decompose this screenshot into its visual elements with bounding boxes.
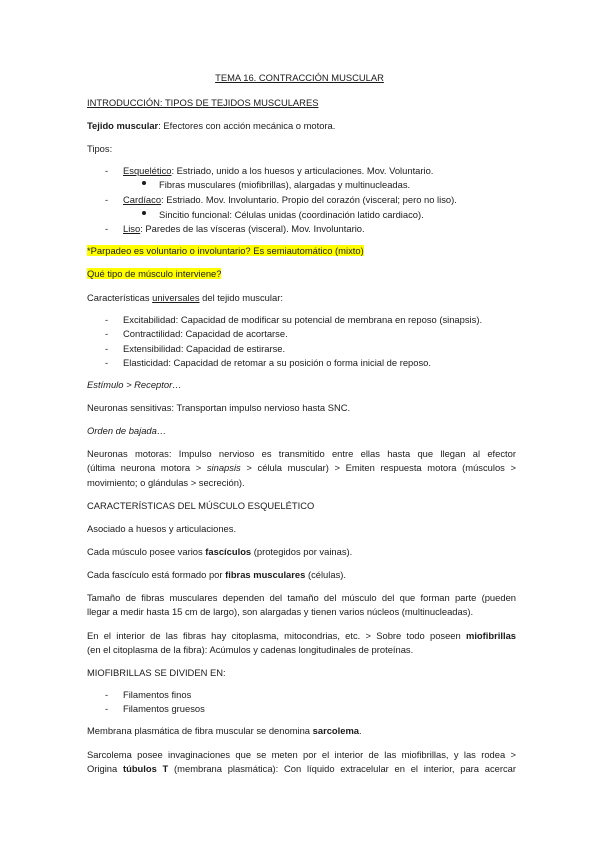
property-item: Elasticidad: Capacidad de retomar a su posición o forma inicial de reposo. — [123, 357, 431, 368]
motoras-line-1: Neuronas motoras: Impulso nervioso es transmitido entre ellas hasta que llegan al efector — [87, 448, 516, 459]
tejido-line — [87, 120, 335, 132]
list-item — [123, 165, 433, 177]
sub-item: Fibras musculares (miofibrillas), alargadas y multinucleadas. — [159, 179, 411, 190]
type-term: Liso — [123, 223, 141, 234]
cada-musculo-line: Cada músculo posee varios fascículos (protegidos por vainas). — [87, 546, 353, 557]
property-item: Contractilidad: Capacidad de acortarse. — [123, 328, 288, 339]
cada-fasciculo-line: Cada fascículo está formado por fibras musculares (células). — [87, 569, 346, 580]
tipos-label: Tipos: — [87, 143, 113, 154]
section-heading: MIOFIBRILLAS SE DIVIDEN EN: — [87, 667, 226, 678]
list-dash: - — [105, 343, 109, 354]
list-dash: - — [105, 165, 109, 176]
list-dash: - — [105, 328, 109, 339]
highlight-question-1: *Parpadeo es voluntario o involuntario? Es semiautomático (mixto) — [87, 245, 364, 256]
tejido-term: Tejido muscular — [87, 120, 159, 131]
list-dash: - — [105, 689, 109, 700]
sarcolema-line-2: Origina túbulos T (membrana plasmática): Con líquido extracelular en el interior, para acercar — [87, 763, 516, 774]
sensitivas-line: Neuronas sensitivas: Transportan impulso nervioso hasta SNC. — [87, 402, 351, 413]
interior-line-2: (en el citoplasma de la fibra): Acúmulos y cadenas longitudinales de proteínas. — [87, 644, 414, 655]
list-dash: - — [105, 194, 109, 205]
list-dash: - — [105, 223, 109, 234]
list-item — [123, 223, 365, 235]
filamento-item: Filamentos gruesos — [123, 703, 205, 714]
motoras-line-2: (última neurona motora > sinapsis > célula muscular) > Emiten respuesta motora (músculos > — [87, 462, 516, 473]
list-dash: - — [105, 314, 109, 325]
caracteristicas-line: Características universales del tejido muscular: — [87, 292, 283, 303]
list-dash: - — [105, 357, 109, 368]
motoras-line-3: movimiento; o glándulas > secreción). — [87, 477, 245, 488]
type-term: Esquelético — [123, 165, 172, 176]
estimulo-note: Estímulo > Receptor… — [87, 379, 182, 390]
type-rest: : Paredes de las vísceras (visceral). Mov. Involuntario. — [140, 223, 365, 234]
interior-line-1: En el interior de las fibras hay citoplasma, mitocondrias, etc. > Sobre todo poseen miofibrillas — [87, 630, 516, 641]
type-term: Cardíaco — [123, 194, 162, 205]
sub-item: Sincitio funcional: Células unidas (coordinación latido cardiaco). — [159, 209, 424, 220]
asociado-line: Asociado a huesos y articulaciones. — [87, 523, 237, 534]
membrana-line: Membrana plasmática de fibra muscular se denomina sarcolema. — [87, 725, 362, 736]
tejido-rest: : Efectores con acción mecánica o motora. — [158, 120, 336, 131]
intro-heading: INTRODUCCIÓN: TIPOS DE TEJIDOS MUSCULARES — [87, 97, 319, 108]
orden-note: Orden de bajada… — [87, 425, 167, 436]
property-item: Excitabilidad: Capacidad de modificar su potencial de membrana en reposo (sinapsis). — [123, 314, 483, 325]
list-item — [123, 194, 457, 206]
section-heading: CARACTERÍSTICAS DEL MÚSCULO ESQUELÉTICO — [87, 500, 315, 511]
highlight-question-2: Qué tipo de músculo interviene? — [87, 268, 222, 279]
tamano-line-2: llegar a medir hasta 15 cm de largo), son alargadas y tienen varios núcleos (multinucleadas). — [87, 606, 474, 617]
doc-title: TEMA 16. CONTRACCIÓN MUSCULAR — [215, 72, 384, 83]
bullet-icon — [142, 211, 146, 215]
list-dash: - — [105, 703, 109, 714]
tamano-line-1: Tamaño de fibras musculares dependen del tamaño del músculo del que forman parte (pueden — [87, 592, 516, 603]
sarcolema-line-1: Sarcolema posee invaginaciones que se meten por el interior de las miofibrillas, y las rodea > — [87, 749, 516, 760]
type-rest: : Estriado, unido a los huesos y articulaciones. Mov. Voluntario. — [171, 165, 434, 176]
type-rest: : Estriado. Mov. Involuntario. Propio del corazón (visceral; pero no liso). — [161, 194, 457, 205]
property-item: Extensibilidad: Capacidad de estirarse. — [123, 343, 286, 354]
bullet-icon — [142, 181, 146, 185]
filamento-item: Filamentos finos — [123, 689, 192, 700]
